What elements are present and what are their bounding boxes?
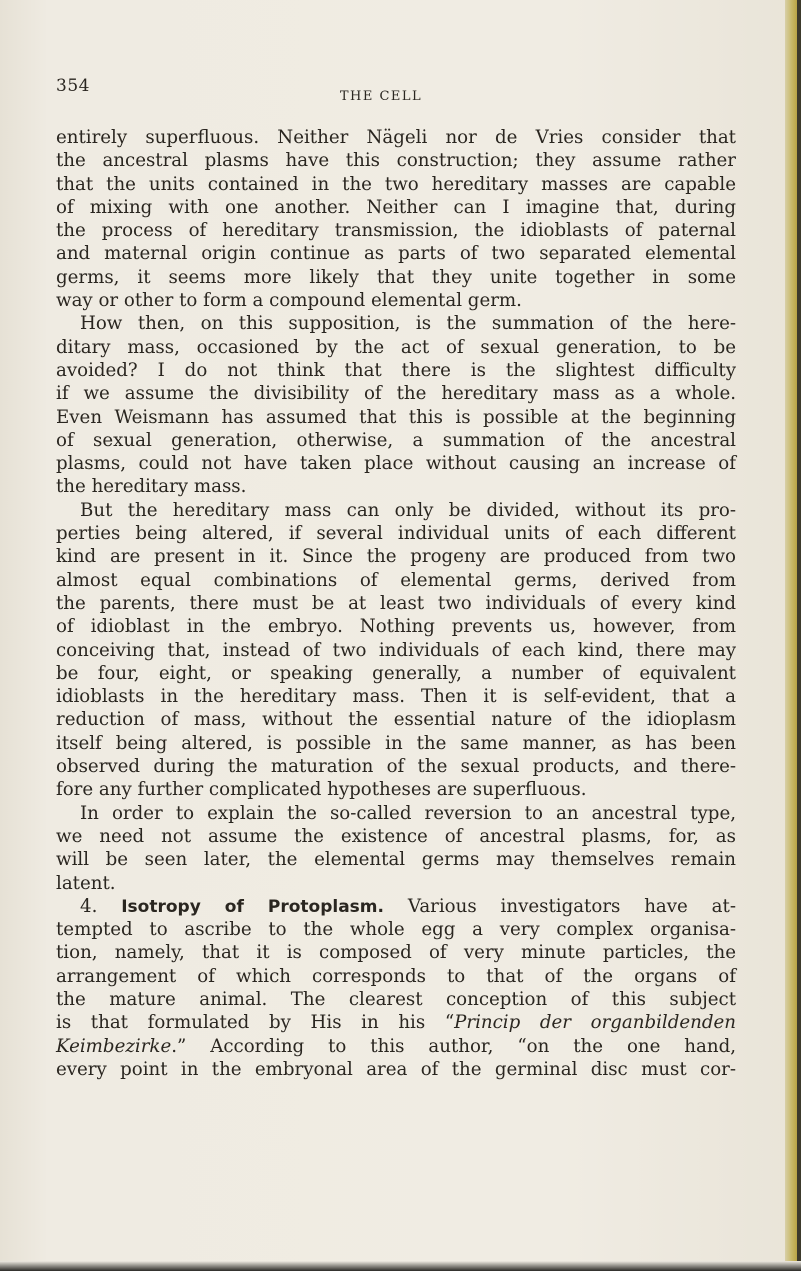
text-line: the parents, there must be at least two individuals of every kind (56, 592, 736, 614)
text-line: reduction of mass, without the essential nature of the idioplasm (56, 709, 736, 731)
text-line: every point in the embryonal area of the germinal disc must cor- (56, 1058, 736, 1080)
text-line: ditary mass, occasioned by the act of sexual generation, to be (56, 336, 736, 358)
text-line: almost equal combinations of elemental germs, derived from (56, 569, 736, 591)
text-line: of sexual generation, otherwise, a summation of the ancestral (56, 429, 736, 451)
text-line: arrangement of which corresponds to that of the organs of (56, 965, 736, 987)
text-line: itself being altered, is possible in the same manner, as has been (56, 732, 736, 754)
text-line: of idioblast in the embryo. Nothing prevents us, however, from (56, 616, 736, 638)
citation-line (56, 1011, 736, 1034)
text-line: the process of hereditary transmission, the idioblasts of paternal (56, 220, 736, 242)
section-heading-line (56, 895, 736, 918)
text-line: conceiving that, instead of two individuals of each kind, there may (56, 639, 736, 661)
section-heading: Isotropy of Protoplasm. (121, 896, 384, 917)
running-head: THE CELL (339, 89, 423, 104)
text-line: that the units contained in the two hereditary masses are capable (56, 173, 736, 195)
text-line: will be seen later, the elemental germs may themselves remain (56, 849, 736, 871)
text-line: But the hereditary mass can only be divided, without its pro- (80, 499, 736, 521)
text-line: we need not assume the existence of ancestral plasms, for, as (56, 825, 736, 847)
text-line: Even Weismann has assumed that this is possible at the beginning (56, 406, 736, 428)
page-bottom-edge (0, 1261, 801, 1271)
body-text (56, 126, 736, 1081)
text-line: plasms, could not have taken place without causing an increase of (56, 453, 736, 475)
text-line: observed during the maturation of the sexual products, and there- (56, 756, 736, 778)
citation-lead: is that formulated by His in his “ (56, 1012, 455, 1034)
spine-edge (797, 0, 801, 1271)
text-line: avoided? I do not think that there is the slightest difficulty (56, 359, 736, 381)
text-line: and maternal origin continue as parts of two separated elemental (56, 243, 736, 265)
text-line: way or other to form a compound elemental germ. (56, 290, 522, 312)
page-header (56, 70, 706, 104)
text-line: latent. (56, 872, 116, 894)
section-text: Various investigators have at- (407, 895, 736, 917)
citation-follow: .” According to this author, “on the one hand, (171, 1035, 736, 1057)
text-line: germs, it seems more likely that they unite together in some (56, 266, 736, 288)
text-line: How then, on this supposition, is the summation of the here- (80, 313, 736, 335)
text-line: of mixing with one another. Neither can I imagine that, during (56, 196, 736, 218)
text-line: if we assume the divisibility of the hereditary mass as a whole. (56, 383, 736, 405)
section-number: 4. (80, 895, 98, 917)
citation-title: Princip der organbildenden (454, 1012, 736, 1034)
citation-title-cont: Keimbezirke (56, 1035, 172, 1057)
text-line: the hereditary mass. (56, 476, 247, 498)
page-number: 354 (56, 76, 90, 96)
text-line: the ancestral plasms have this construction; they assume rather (56, 150, 736, 172)
text-line: tion, namely, that it is composed of very minute particles, the (56, 942, 736, 964)
text-line: idioblasts in the hereditary mass. Then it is self-evident, that a (56, 686, 736, 708)
text-line: the mature animal. The clearest conception of this subject (56, 988, 736, 1010)
text-line: entirely superfluous. Neither Nägeli nor de Vries consider that (56, 127, 736, 148)
text-line: fore any further complicated hypotheses are superfluous. (56, 779, 587, 801)
text-line: perties being altered, if several individual units of each different (56, 523, 736, 545)
text-line: be four, eight, or speaking generally, a number of equivalent (56, 662, 736, 684)
text-line: In order to explain the so-called reversion to an ancestral type, (80, 802, 736, 824)
text-line: tempted to ascribe to the whole egg a very complex organisa- (56, 919, 736, 941)
citation-line (56, 1035, 736, 1058)
text-line: kind are present in it. Since the progeny are produced from two (56, 546, 736, 568)
